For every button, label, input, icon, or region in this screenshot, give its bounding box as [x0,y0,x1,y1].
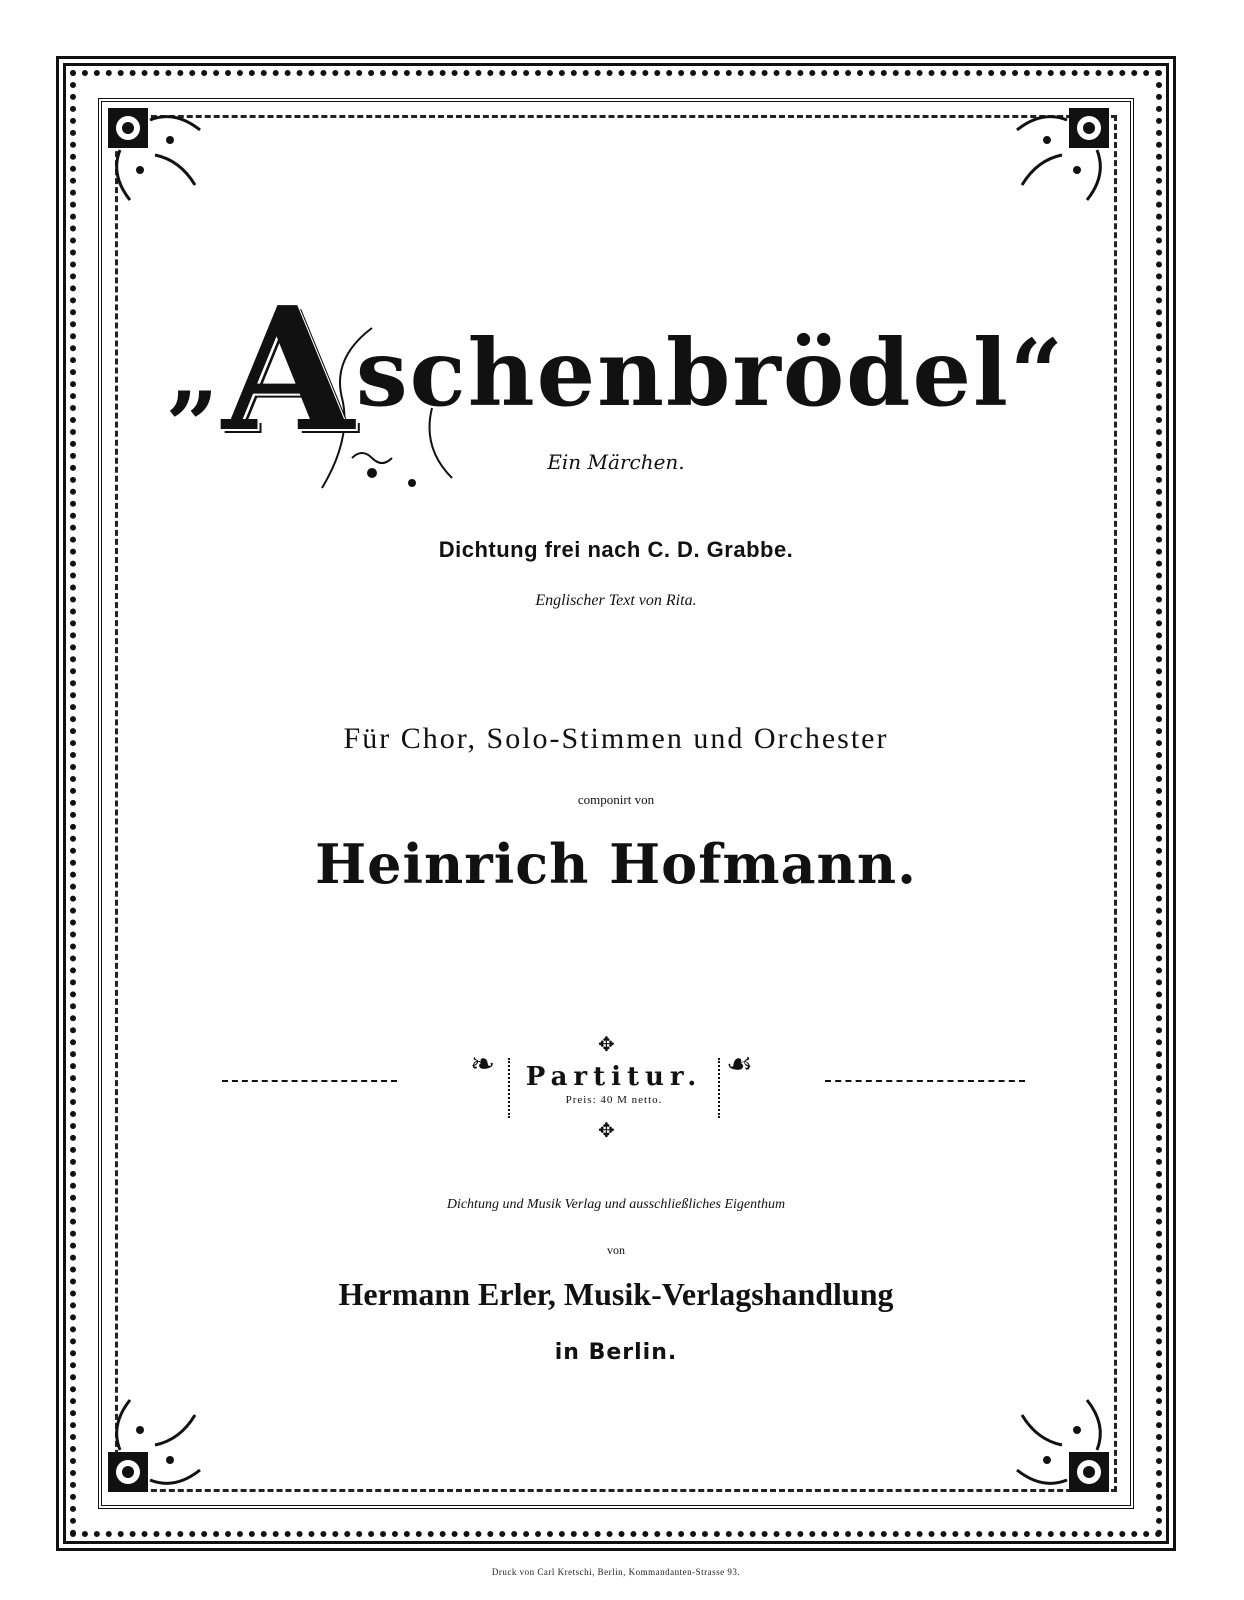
title-close-quote: “ [1010,319,1065,427]
subtitle: Ein Märchen. [547,450,685,474]
publisher-name: Hermann Erler, Musik-Verlagshandlung [338,1276,894,1312]
edition-label: Partitur. [525,1062,703,1092]
flourish-top-icon: ✥ [598,1032,615,1056]
instrumentation: Für Chor, Solo-Stimmen und Orchester [343,722,889,755]
flourish-right-icon: ☙ [726,1047,753,1082]
von-label: von [607,1243,625,1257]
title-open-quote: „ [167,319,222,427]
price: Preis: 40 M netto. [565,1094,663,1106]
divider-left [222,1080,397,1082]
rights-statement: Dichtung und Musik Verlag und ausschließliches Eigenthum [446,1197,786,1212]
edition-box [508,1058,720,1118]
flourish-bottom-icon: ✥ [598,1118,615,1142]
divider-right [825,1080,1025,1082]
flourish-left-icon: ❧ [470,1047,496,1082]
composed-by-label: componirt von [577,792,655,807]
corner-ornament-icon [1007,1390,1117,1500]
translation-credit: Englischer Text von Rita. [535,592,697,609]
corner-ornament-icon [100,100,210,210]
edition-cartouche [0,1032,1232,1142]
libretto-credit: Dichtung frei nach C. D. Grabbe. [438,537,794,562]
corner-ornament-icon [1007,100,1117,210]
corner-ornament-icon [100,1390,210,1500]
composer-name: Heinrich Hofmann. [315,832,917,896]
title-rest: schenbrödel [355,319,1010,427]
printer-imprint: Druck von Carl Kretschi, Berlin, Kommandanten-Strasse 93. [491,1567,741,1577]
title-initial: A [221,270,356,470]
publisher-city: in Berlin. [554,1340,678,1365]
